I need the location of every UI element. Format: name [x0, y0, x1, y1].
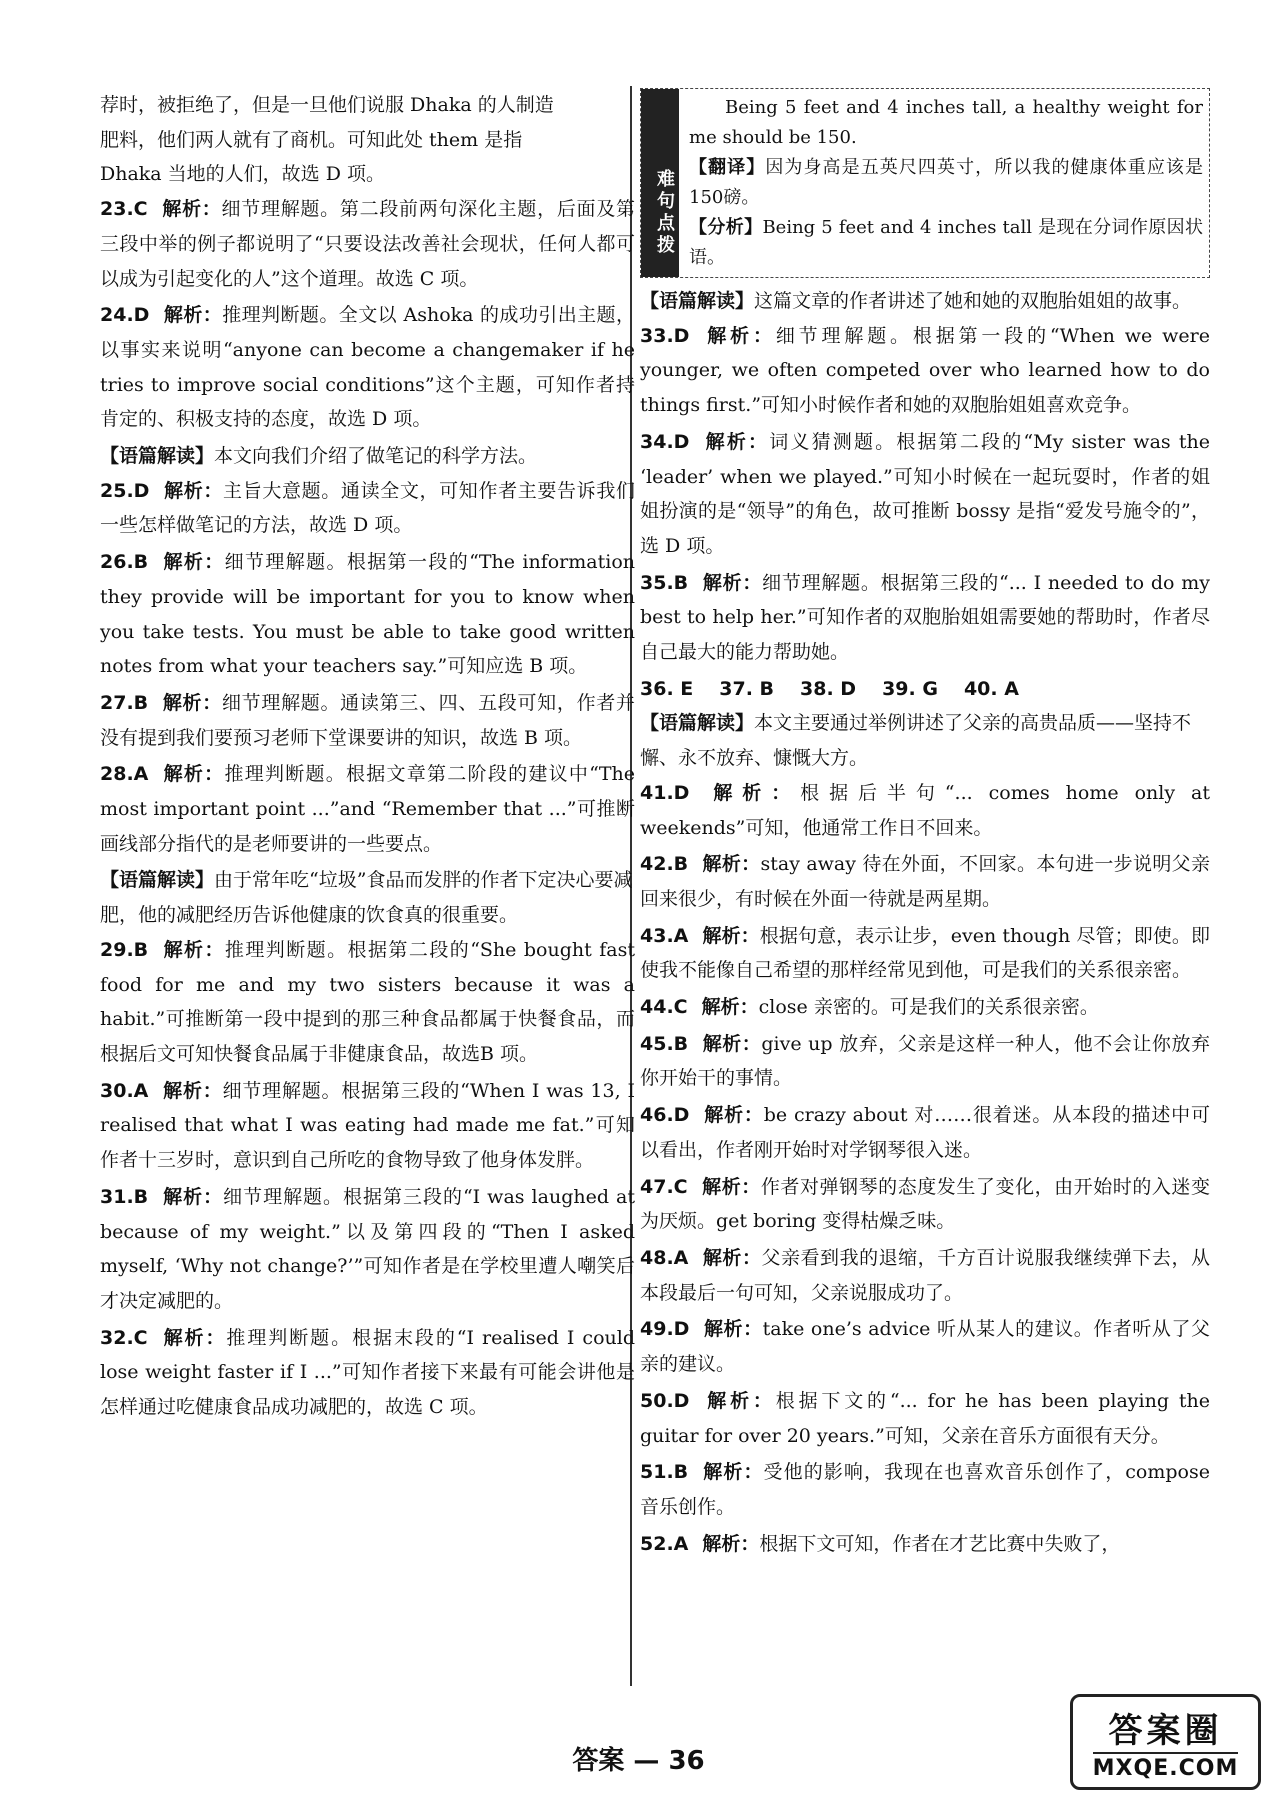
item-text: 作者对弹钢琴的态度发生了变化，由开始时的入迷变为厌烦。get boring 变得枯燥乏味。	[640, 1175, 1210, 1233]
answer-item-41	[640, 776, 1210, 845]
short-answer: 36. E	[640, 677, 694, 700]
item-answer: A	[673, 1532, 689, 1555]
item-text: close 亲密的。可是我们的关系很亲密。	[758, 996, 1099, 1019]
item-label: 解析：	[703, 324, 776, 347]
item-label: 解析：	[162, 1185, 224, 1208]
item-number: 49.	[640, 1318, 674, 1341]
section-tag: 【语篇解读】	[100, 445, 215, 468]
item-text: 词义猜测题。根据第二段的“My sister was the ‘leader’ when we played.”可知小时候在一起玩耍时，作者的姐姐扮演的是“领导”的角色，故可推断 bossy 是指“爱发号施令的”，选 D 项。	[640, 430, 1210, 557]
answer-item-44	[640, 990, 1210, 1025]
item-answer: C	[133, 198, 148, 221]
passage-summary	[640, 706, 1210, 775]
intro-line: 荐时，被拒绝了，但是一旦他们说服 Dhaka 的人制造	[100, 94, 554, 116]
item-number: 32.	[100, 1326, 134, 1349]
item-number: 50.	[640, 1389, 674, 1412]
answer-item-35	[640, 566, 1210, 670]
item-label: 解析：	[702, 571, 763, 594]
answer-item-31	[100, 1180, 635, 1319]
item-answer: B	[673, 1461, 689, 1484]
short-answer: 38. D	[800, 677, 857, 700]
item-text: 根据下文可知，作者在才艺比赛中失败了，	[759, 1532, 1121, 1555]
analysis-label: 【分析】	[689, 217, 763, 238]
item-answer: B	[133, 691, 149, 714]
answer-item-52	[640, 1527, 1210, 1562]
answer-item-32	[100, 1321, 635, 1425]
item-label: 解析：	[163, 479, 224, 502]
answer-item-33	[640, 319, 1210, 423]
item-number: 29.	[100, 938, 134, 961]
note-tag: 难句点拨	[641, 89, 679, 277]
section-text: 由于常年吃“垃圾”食品而发胖的作者下定决心要减肥，他的减肥经历告诉他健康的饮食真的很重要。	[100, 869, 633, 927]
answer-item-51	[640, 1455, 1210, 1524]
item-answer: D	[133, 304, 150, 327]
item-label: 解析：	[702, 1532, 760, 1555]
note-sentence: Being 5 feet and 4 inches tall, a healthy weight for me should be 150.	[689, 97, 1203, 148]
item-text: be crazy about 对……很着迷。从本段的描述中可以看出，作者刚开始时对学钢琴很入迷。	[640, 1104, 1210, 1161]
short-answer: 40. A	[963, 677, 1019, 700]
item-label: 解析：	[161, 1326, 227, 1349]
item-number: 26.	[100, 551, 134, 574]
item-number: 44.	[640, 996, 674, 1019]
item-label: 解析：	[703, 430, 770, 453]
item-label: 解析：	[162, 938, 225, 961]
section-tag: 【语篇解读】	[640, 712, 755, 735]
item-number: 46.	[640, 1104, 674, 1127]
item-number: 52.	[640, 1532, 674, 1555]
item-label: 解析：	[703, 1389, 776, 1412]
item-label: 解析：	[702, 1032, 762, 1055]
answer-item-42	[640, 847, 1210, 916]
note-translation	[689, 153, 1203, 213]
item-answer: D	[673, 430, 690, 453]
item-text: 细节理解题。根据第三段的“I was laughed at because of my weight.”以及第四段的“Then I asked myself, ‘Why not change?’”可知作者是在学校里遭人嘲笑后才决定减肥的。	[100, 1185, 635, 1312]
intro-line: 肥料，他们两人就有了商机。可知此处 them 是指	[100, 128, 523, 151]
item-answer: B	[133, 551, 149, 574]
item-text: 细节理解题。根据第一段的“When we were younger, we often competed over who learned how to do things first.”可知小时候作者和她的双胞胎姐姐喜欢竞争。	[640, 324, 1210, 417]
item-answer: D	[673, 781, 690, 804]
item-text: 主旨大意题。通读全文，可知作者主要告诉我们一些怎样做笔记的方法，故选 D 项。	[100, 479, 635, 537]
item-text: 推理判断题。根据第二段的“She bought fast food for me and my two sisters because it was a habit.”可推断第一段中提到的那三种食品都属于快餐食品，而根据后文可知快餐食品属于非健康食品，故选B 项。	[100, 938, 635, 1065]
item-answer: D	[673, 1389, 690, 1412]
item-text: 根据下文的“... for he has been playing the guitar for over 20 years.”可知，父亲在音乐方面很有天分。	[640, 1389, 1210, 1447]
item-text: stay away 待在外面，不回家。本句进一步说明父亲回来很少，有时候在外面一待就是两星期。	[640, 853, 1210, 910]
item-text: 受他的影响，我现在也喜欢音乐创作了，compose 音乐创作。	[640, 1461, 1210, 1518]
answer-item-47	[640, 1170, 1210, 1239]
item-number: 43.	[640, 924, 674, 947]
item-number: 34.	[640, 430, 674, 453]
item-label: 解析：	[702, 924, 760, 947]
item-answer: C	[673, 996, 688, 1019]
item-answer: A	[673, 924, 689, 947]
item-number: 24.	[100, 304, 134, 327]
item-text: 根据后半句“... comes home only at weekends”可知，他通常工作日不回来。	[640, 781, 1210, 839]
item-answer: A	[673, 1246, 689, 1269]
answer-item-34	[640, 425, 1210, 564]
watermark-cn: 答案圈	[1108, 1711, 1223, 1751]
item-label: 解析：	[162, 691, 222, 714]
answer-item-29	[100, 933, 635, 1072]
item-text: give up 放弃，父亲是这样一种人，他不会让你放弃你开始干的事情。	[640, 1032, 1210, 1090]
item-number: 25.	[100, 479, 134, 502]
item-label: 解析：	[162, 551, 225, 574]
answer-item-30	[100, 1074, 635, 1178]
item-text: 根据句意，表示让步，even though 尽管；即使。即使我不能像自己希望的那样经常见到他，可是我们的关系很亲密。	[640, 924, 1210, 982]
item-answer: A	[133, 763, 149, 786]
item-text: 细节理解题。根据第一段的“The information they provide will be important for you to know when you take tests. You must be able to take good written notes from what your teachers say.”可知应选 B 项。	[100, 551, 635, 678]
item-answer: A	[133, 1079, 149, 1102]
item-label: 解析：	[163, 304, 223, 327]
answer-item-27	[100, 686, 635, 755]
item-answer: D	[673, 324, 690, 347]
item-text: 细节理解题。根据第三段的“When I was 13, I realised that what I was eating had made me fat.”可知作者十三岁时，意识到自己所吃的食物导致了他身体发胖。	[100, 1079, 635, 1172]
right-column	[640, 88, 1210, 1563]
item-label: 解析：	[162, 763, 225, 786]
short-answer: 39. G	[882, 677, 938, 700]
item-text: 细节理解题。根据第三段的“... I needed to do my best to help her.”可知作者的双胞胎姐姐需要她的帮助时，作者尽自己最大的能力帮助她。	[640, 571, 1210, 664]
translation-label: 【翻译】	[689, 157, 766, 178]
item-number: 27.	[100, 691, 134, 714]
answer-item-28	[100, 757, 635, 861]
answer-item-23	[100, 192, 635, 296]
item-number: 30.	[100, 1079, 134, 1102]
passage-summary	[640, 284, 1210, 319]
item-label: 解析：	[703, 781, 801, 804]
item-label: 解析：	[701, 1175, 761, 1198]
watermark-logo	[1070, 1694, 1261, 1790]
item-answer: D	[133, 479, 150, 502]
item-number: 35.	[640, 571, 674, 594]
difficult-sentence-box	[640, 88, 1210, 278]
item-answer: D	[673, 1104, 690, 1127]
item-label: 解析：	[703, 1318, 763, 1341]
item-number: 42.	[640, 853, 674, 876]
item-number: 33.	[640, 324, 674, 347]
left-column	[100, 88, 635, 1427]
item-text: 父亲看到我的退缩，千方百计说服我继续弹下去，从本段最后一句可知，父亲说服成功了。	[640, 1246, 1210, 1304]
item-label: 解析：	[702, 1246, 762, 1269]
item-answer: B	[133, 1185, 149, 1208]
watermark-url: MXQE.COM	[1093, 1752, 1239, 1781]
section-text: 这篇文章的作者讲述了她和她的双胞胎姐姐的故事。	[754, 290, 1192, 312]
item-number: 41.	[640, 781, 674, 804]
section-text: 本文向我们介绍了做笔记的科学方法。	[214, 445, 538, 468]
answer-item-46	[640, 1098, 1210, 1167]
item-number: 23.	[100, 198, 134, 221]
item-answer: C	[133, 1326, 148, 1349]
item-answer: B	[673, 1032, 689, 1055]
item-text: take one’s advice 听从某人的建议。作者听从了父亲的建议。	[640, 1318, 1210, 1376]
short-answer: 37. B	[719, 677, 775, 700]
section-tag: 【语篇解读】	[100, 869, 215, 892]
analysis-text: Being 5 feet and 4 inches tall 是现在分词作原因状语。	[689, 217, 1204, 268]
item-number: 28.	[100, 763, 134, 786]
item-answer: B	[133, 938, 149, 961]
item-answer: C	[673, 1175, 688, 1198]
item-answer: B	[673, 571, 689, 594]
answer-item-26	[100, 545, 635, 684]
answer-item-43	[640, 919, 1210, 988]
passage-summary	[100, 863, 635, 932]
item-label: 解析：	[162, 1079, 223, 1102]
section-text: 本文主要通过举例讲述了父亲的高贵品质——坚持不懈、永不放弃、慷慨大方。	[640, 712, 1192, 770]
section-tag: 【语篇解读】	[640, 290, 755, 312]
intro-line: Dhaka 当地的人们，故选 D 项。	[100, 163, 385, 186]
item-text: 推理判断题。全文以 Ashoka 的成功引出主题，以事实来说明“anyone can become a changemaker if he tries to improve social conditions”这个主题，可知作者持肯定的、积极支持的态度，故选 D 项。	[100, 304, 635, 431]
item-text: 细节理解题。第二段前两句深化主题，后面及第三段中举的例子都说明了“只要设法改善社会现状，任何人都可以成为引起变化的人”这个道理。故选 C 项。	[100, 198, 635, 290]
note-analysis	[689, 213, 1203, 273]
item-label: 解析：	[703, 1104, 764, 1127]
page-number: 答案 — 36	[572, 1746, 705, 1776]
answer-item-45	[640, 1027, 1210, 1096]
item-label: 解析：	[701, 996, 759, 1019]
item-number: 31.	[100, 1185, 134, 1208]
item-number: 48.	[640, 1246, 674, 1269]
item-answer: B	[673, 853, 689, 876]
answer-item-24	[100, 298, 635, 437]
answer-item-50	[640, 1384, 1210, 1453]
item-number: 45.	[640, 1032, 674, 1055]
item-label: 解析：	[702, 1461, 764, 1484]
item-text: 细节理解题。通读第三、四、五段可知，作者并没有提到我们要预习老师下堂课要讲的知识，故选 B 项。	[100, 691, 635, 749]
item-number: 51.	[640, 1461, 674, 1484]
answer-item-25	[100, 474, 635, 543]
item-number: 47.	[640, 1175, 674, 1198]
passage-summary	[100, 439, 635, 474]
short-answers	[640, 672, 1210, 707]
item-answer: D	[673, 1318, 690, 1341]
answer-item-48	[640, 1241, 1210, 1310]
answer-item-49	[640, 1312, 1210, 1381]
item-text: 推理判断题。根据文章第二阶段的建议中“The most important point ...”and “Remember that ...”可推断画线部分指代的是老师要讲的一些要点。	[100, 763, 635, 855]
translation-text: 因为身高是五英尺四英寸，所以我的健康体重应该是150磅。	[689, 157, 1204, 208]
item-text: 推理判断题。根据末段的“I realised I could lose weight faster if I ...”可知作者接下来最有可能会讲他是怎样通过吃健康食品成功减肥的，故选 C 项。	[100, 1326, 635, 1419]
item-label: 解析：	[161, 198, 222, 221]
item-label: 解析：	[702, 853, 761, 876]
